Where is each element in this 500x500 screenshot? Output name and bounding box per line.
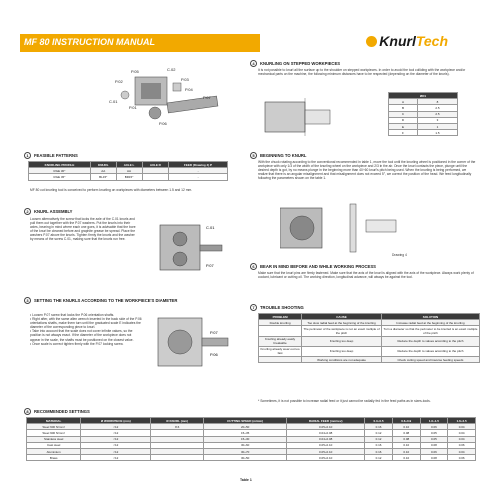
table-cell: Stainless steel — [27, 436, 81, 442]
table-cell: <12 — [81, 424, 151, 430]
table-cell: 30÷60 — [204, 442, 287, 448]
table-cell: 0.08 — [420, 455, 448, 461]
table-cell: 15÷35 — [204, 430, 287, 436]
table-cell: 1.5 — [417, 130, 457, 136]
section-6-body: Make sure that the knurl pins are firmly fastened. Make sure that the axis of the knurl is aligned with the axis of the workpiece. Always work plenty of coolant, lubricant or cutting oil. The working direction, longitudinal advance, will always be against the tool. — [258, 271, 474, 280]
table-header: AXLE L — [116, 162, 142, 168]
table-cell: Turn a diameter so that the perimeter to be knurled is an exact multiple of the pitch — [381, 326, 479, 336]
logo-mark-icon — [366, 36, 377, 47]
table-row — [259, 336, 480, 346]
table-cell: Knurling already wear out too fast — [259, 346, 302, 356]
label-p01: P.01 — [129, 105, 137, 110]
table-cell: 0.08 — [392, 436, 420, 442]
section-1-note: MF 80 cut knurling tool is conceived to perform knurling on workpieces with diameters between 1.5 and 12 mm. — [30, 188, 193, 192]
table-cell: A — [389, 99, 418, 105]
section-title: TROUBLE SHOOTING — [260, 305, 304, 310]
table-cell: BR15° — [116, 174, 142, 180]
table-header: SOLUTION — [381, 314, 479, 320]
table-cell: B — [389, 105, 418, 111]
section-6-heading — [250, 263, 376, 270]
table-cell: 0.08 — [420, 442, 448, 448]
tool-exploded-illustration — [95, 65, 225, 150]
table-cell: - — [169, 168, 228, 174]
list-item: • Right after, with the same allen wrench inserted in the back side of the P.06 orientations shafts, make them turn until the graduated scale E indicates the diameter of the corresponding piece to knurl. — [30, 317, 142, 329]
table-cell: Increase radial feed at the beginning of the knurling — [381, 320, 479, 326]
table-header: 0.6÷0.9 — [392, 418, 420, 424]
knurl-assembly-illustration — [150, 215, 230, 285]
table-cell: 3 — [417, 117, 457, 123]
table-header: Ø KNURL (mm) — [151, 418, 204, 424]
table-cell: 8 — [417, 99, 457, 105]
table-header: FEED (Drawing 4) P — [169, 162, 228, 168]
table-cell: 0.06 — [420, 424, 448, 430]
section-5-body: With the chuck rotating according to the conventional recommended in table 1, move the tool until the knurling wheel is positioned in the corner of the workpiece with only 1/3 of the width of the knurling wheel on the workpiece and 2/3 in the air. Once the knurl contacts the piece, plunge until the desired depth is got, by no means plunge in the beginning more than 40÷60 knurl's pitch being used. When the knurling is being performed, we realize that there is an angular misalignment and that misalignment does not exceed 5°, we correct the position of the head. We feed longitudinally following the parameters shown on the table 1. — [258, 160, 476, 181]
table-cell: Double knurling — [259, 320, 302, 326]
table-header: KNURL — [90, 162, 116, 168]
table-cell: 15÷30 — [204, 436, 287, 442]
label-p04: P.04 — [185, 87, 193, 92]
section-4-body: It is not possible to knurl all the surface up to the shoulder on stepped workpieces. In order to avoid the tool colliding with the workpiece and/or mechanical parts on the machine, the following minimum distances have to be respected (depending on the diameter of the knurls). — [258, 68, 466, 77]
table-cell: E — [389, 123, 418, 129]
table-cell: Reduce the depth to values according to the pitch — [381, 336, 479, 346]
table-cell: 0.16 — [365, 448, 393, 454]
list-item: • Loosen P.07 screw that locks the P.06 orientation shafts. — [30, 313, 142, 317]
table-cell: RGE 30° — [29, 168, 91, 174]
table-cell: <12 — [81, 455, 151, 461]
table-cell: 0.10 — [392, 424, 420, 430]
table-cell: Knurling too deep — [302, 336, 382, 346]
section-number: 8 — [24, 408, 31, 415]
table-cell: Brass — [27, 455, 81, 461]
table-cell: 30÷70 — [204, 448, 287, 454]
table-cell — [259, 356, 302, 362]
section-title: BEAR IN MIND BEFORE AND WHILE WORKING PROCESS — [260, 264, 376, 269]
label-p06: P.06 — [159, 121, 167, 126]
brand-logo — [366, 33, 448, 49]
section-8-heading — [24, 408, 90, 415]
label-c02: C.02 — [167, 67, 176, 72]
stepped-workpiece-illustration — [260, 92, 340, 142]
table-header: ØD1 — [389, 93, 458, 99]
table-cell: Cast steel — [27, 442, 81, 448]
patterns-table — [28, 161, 228, 181]
label-p07-assembly: P.07 — [206, 263, 214, 268]
trouble-note: * Sometimes, it is not possible to increase radial feed or it just cannot be radially fed in the feed paths as in sizes-tools. — [258, 399, 431, 403]
list-item: • Once scale is correct tighten firmly with the P.07 locking screw. — [30, 342, 142, 346]
section-2-heading — [24, 208, 72, 215]
label-c01: C.01 — [109, 99, 118, 104]
table-row — [27, 455, 476, 461]
stepped-table — [388, 92, 458, 136]
label-p03: P.03 — [181, 77, 189, 82]
table-cell: The perimeter of the workpiece is not an exact multiple of the pitch — [303, 326, 380, 335]
table-cell: 1 — [417, 123, 457, 129]
table-cell: Working conditions are not adequate — [302, 356, 382, 362]
table-header: CUTTING SPEED (m/min) — [204, 418, 287, 424]
table-header: 0.3÷0.5 — [365, 418, 393, 424]
logo-suffix: Tech — [415, 33, 448, 49]
table-cell: RGE 45° — [29, 174, 91, 180]
table-cell: Steel 900 N/mm² — [27, 430, 81, 436]
table-cell: 0.05÷0.10 — [287, 448, 365, 454]
table-cell: 20÷50 — [204, 424, 287, 430]
label-p06-setting: P.06 — [210, 352, 218, 357]
trouble-table — [258, 313, 480, 363]
table-cell: Knurling too deep — [302, 346, 382, 356]
figure-caption: Drawing 4 — [392, 253, 407, 257]
table-row — [389, 130, 458, 136]
page-header — [0, 28, 500, 58]
table-cell: 0.05 — [420, 430, 448, 436]
table-cell: 0.10 — [392, 442, 420, 448]
table-cell — [259, 326, 302, 336]
table-cell: <12 — [81, 442, 151, 448]
table-cell: 0.04 — [448, 436, 476, 442]
section-title: RECOMMENDED SETTINGS — [34, 409, 90, 414]
table-cell: Knurling already easily breakable — [259, 336, 302, 346]
section-5-heading — [250, 152, 306, 159]
table-cell: 0.05÷0.10 — [287, 442, 365, 448]
table-cell: - — [169, 174, 228, 180]
section-title: KNURL ASSEMBLY — [34, 209, 73, 214]
table-cell: <12 — [81, 436, 151, 442]
table-cell: <12 — [81, 430, 151, 436]
beginning-knurl-illustration — [280, 200, 410, 255]
table-cell: 0.10 — [392, 455, 420, 461]
table-cell: Aluminium — [27, 448, 81, 454]
section-1-heading — [24, 152, 78, 159]
table-header: MATERIAL — [27, 418, 81, 424]
table-cell: AA — [116, 168, 142, 174]
table-header: 1.0÷1.5 — [420, 418, 448, 424]
table-cell: C — [389, 111, 418, 117]
table-row — [259, 326, 480, 336]
table-cell: 30÷50 — [204, 455, 287, 461]
table-cell: 0.16 — [365, 442, 393, 448]
section-title: KNURLING ON STEPPED WORKPIECES — [260, 61, 341, 66]
table-cell: 0.04 — [448, 424, 476, 430]
table-cell: 0.08 — [392, 430, 420, 436]
table-cell: 2.5 — [417, 111, 457, 117]
table-row — [259, 346, 480, 356]
table-cell: 0.12 — [365, 455, 393, 461]
table-cell: 0.04÷0.08 — [287, 436, 365, 442]
table-cell — [142, 174, 169, 180]
table-cell: AA — [90, 168, 116, 174]
diameter-setting-illustration — [150, 310, 235, 380]
table-cell: 0.06 — [448, 455, 476, 461]
label-p02: P.02 — [115, 79, 123, 84]
section-3-heading — [24, 297, 234, 304]
section-number: 1 — [24, 152, 31, 159]
table-cell: 0.05÷0.10 — [287, 455, 365, 461]
section-number: 4 — [250, 60, 257, 67]
section-title: FEASIBLE PATTERNS — [34, 153, 78, 158]
table-header: PROBLEM — [259, 314, 302, 320]
table-header: RADIAL FEED (mm/rev) — [287, 418, 365, 424]
table-cell: 0.16 — [365, 424, 393, 430]
table-cell: Reduce the depth to values according to the pitch — [381, 346, 479, 356]
table-cell: 0.06 — [420, 448, 448, 454]
table-cell: BL15° — [90, 174, 116, 180]
table-cell: 0.05 — [420, 436, 448, 442]
section-title: SETTING THE KNURLS ACCORDING TO THE WORKPIECE'S DIAMETER — [34, 298, 178, 303]
section-2-body: Loosen alternatively the screw that locks the axle of the C.01 knurls and pull them out together with the P.07 washers. Put the knurls into their axles, bearing in mind where each one goes, it is advisable that the bore of the knurl be cleaned before and graphite grease be spread. Place the washers P.07 above the knurls. Tighten firmly the knurls and the washer by means of the screw C.01, making sure that the knurls run free. — [30, 217, 136, 242]
table-row — [259, 356, 480, 362]
table-cell: 0.10 — [392, 448, 420, 454]
table-cell: 0.04 — [448, 430, 476, 436]
table-cell: Too slow radial feed at the beginning of the knurling — [302, 320, 382, 326]
table-header: 1.6÷2.5 — [448, 418, 476, 424]
section-3-list — [30, 313, 142, 346]
section-number: 3 — [24, 297, 31, 304]
label-p07: P.07 — [203, 95, 211, 100]
table-cell: 0.05÷0.10 — [287, 424, 365, 430]
section-7-heading — [250, 304, 304, 311]
table-header: CAUSE — [302, 314, 382, 320]
section-title: BEGINNING TO KNURL — [260, 153, 307, 158]
table-header: KNURLING PROFILE — [29, 162, 91, 168]
table-cell: 0.12 — [365, 436, 393, 442]
label-p05: P.05 — [131, 69, 139, 74]
table-cell: D — [389, 117, 418, 123]
table-cell: Check cutting speed and traverse feeding speeds — [381, 356, 479, 362]
settings-table — [26, 417, 476, 461]
section-number: 7 — [250, 304, 257, 311]
table-cell: 2.5 — [417, 105, 457, 111]
section-4-heading — [250, 60, 340, 67]
table-caption: Table 1 — [240, 478, 252, 482]
table-cell: 0.12 — [365, 430, 393, 436]
table-cell: 8.6 — [151, 424, 204, 430]
table-cell — [151, 455, 204, 461]
page-title: MF 80 INSTRUCTION MANUAL — [24, 37, 155, 47]
section-number: 6 — [250, 263, 257, 270]
section-number: 2 — [24, 208, 31, 215]
label-p07-setting: P.07 — [210, 330, 218, 335]
logo-prefix: Knurl — [379, 33, 416, 49]
table-cell: F — [389, 130, 418, 136]
table-cell: 0.04 — [448, 448, 476, 454]
table-cell: Steel 600 N/mm² — [27, 424, 81, 430]
table-cell: 0.06 — [448, 442, 476, 448]
table-cell: <12 — [81, 448, 151, 454]
label-c01-assembly: C.01 — [206, 225, 215, 230]
table-header: AXLE R — [142, 162, 169, 168]
section-number: 5 — [250, 152, 257, 159]
list-item: • Take into account that the scale does not cover infinite values, so the position is not always exact. If the diameter of the workpiece does not appear in the scale, the shafts must be positioned on the closest value. — [30, 329, 142, 341]
table-row — [29, 174, 228, 180]
table-header: Ø WORKPIECE (mm) — [81, 418, 151, 424]
table-cell: 0.04÷0.08 — [287, 430, 365, 436]
